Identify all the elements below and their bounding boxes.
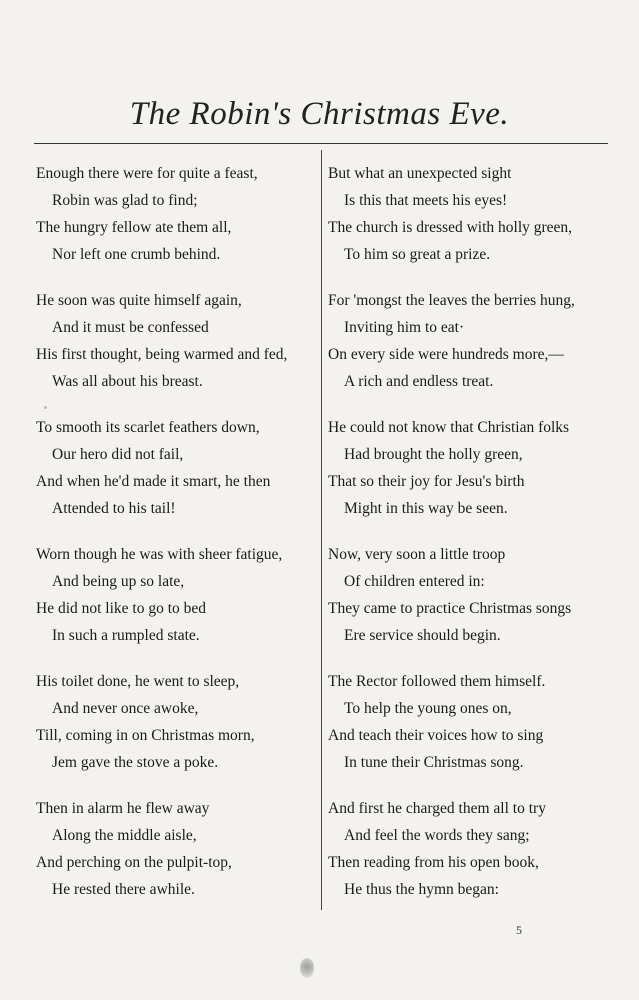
stanza xyxy=(328,668,610,776)
verse-line: To him so great a prize. xyxy=(344,246,491,263)
verse-line: Till, coming in on Christmas morn, xyxy=(36,727,255,744)
verse-line: He thus the hymn began: xyxy=(344,881,499,898)
verse-line: The Rector followed them himself. xyxy=(328,673,546,690)
verse-line: A rich and endless treat. xyxy=(344,373,494,390)
verse-line: Our hero did not fail, xyxy=(52,446,184,463)
verse-line: They came to practice Christmas songs xyxy=(328,600,572,617)
verse-line: For 'mongst the leaves the berries hung, xyxy=(328,292,575,309)
verse-line: The hungry fellow ate them all, xyxy=(36,219,232,236)
verse-line: Nor left one crumb behind. xyxy=(52,246,221,263)
stanza xyxy=(328,541,610,649)
verse-line: Robin was glad to find; xyxy=(52,192,198,209)
verse-line: Is this that meets his eyes! xyxy=(344,192,508,209)
verse-line: And perching on the pulpit-top, xyxy=(36,854,232,871)
verse-line: And feel the words they sang; xyxy=(344,827,530,844)
verse-line: He could not know that Christian folks xyxy=(328,419,570,436)
verse-line: And never once awoke, xyxy=(52,700,199,717)
verse-line: But what an unexpected sight xyxy=(328,165,512,182)
verse-line: And it must be confessed xyxy=(52,319,209,336)
stanza xyxy=(328,160,610,268)
verse-line: Now, very soon a little troop xyxy=(328,546,506,563)
column-divider xyxy=(321,150,322,910)
poem-title: The Robin's Christmas Eve. xyxy=(129,96,510,132)
verse-line: He did not like to go to bed xyxy=(36,600,207,617)
stanza xyxy=(328,287,610,395)
verse-line: Along the middle aisle, xyxy=(52,827,197,844)
verse-line: His first thought, being warmed and fed, xyxy=(36,346,288,363)
verse-line: Might in this way be seen. xyxy=(344,500,508,517)
verse-line: Ere service should begin. xyxy=(344,627,501,644)
verse-line: His toilet done, he went to sleep, xyxy=(36,673,240,690)
paper-speck xyxy=(44,406,47,409)
stanza xyxy=(36,541,318,649)
stanza xyxy=(36,668,318,776)
title-rule xyxy=(34,143,608,144)
verse-line: He soon was quite himself again, xyxy=(36,292,242,309)
page-number: 5 xyxy=(516,923,522,937)
verse-line: That so their joy for Jesu's birth xyxy=(328,473,525,490)
verse-line: To help the young ones on, xyxy=(344,700,512,717)
stanza xyxy=(328,795,610,903)
ink-blot xyxy=(300,958,314,978)
verse-line: And teach their voices how to sing xyxy=(328,727,544,744)
verse-line: On every side were hundreds more,— xyxy=(328,346,564,363)
verse-line: He rested there awhile. xyxy=(52,881,195,898)
verse-line: Of children entered in: xyxy=(344,573,485,590)
verse-line: In such a rumpled state. xyxy=(52,627,200,644)
stanza xyxy=(36,795,318,903)
verse-line: Jem gave the stove a poke. xyxy=(52,754,219,771)
stanza xyxy=(328,414,610,522)
verse-line: Attended to his tail! xyxy=(52,500,176,517)
stanza xyxy=(36,287,318,395)
verse-line: Had brought the holly green, xyxy=(344,446,523,463)
verse-line: Was all about his breast. xyxy=(52,373,203,390)
verse-line: Enough there were for quite a feast, xyxy=(36,165,258,182)
stanza xyxy=(36,414,318,522)
verse-line: Then in alarm he flew away xyxy=(36,800,210,817)
verse-line: Then reading from his open book, xyxy=(328,854,539,871)
verse-line: To smooth its scarlet feathers down, xyxy=(36,419,260,436)
verse-line: The church is dressed with holly green, xyxy=(328,219,573,236)
verse-line: And when he'd made it smart, he then xyxy=(36,473,271,490)
verse-line: In tune their Christmas song. xyxy=(344,754,524,771)
verse-line: And being up so late, xyxy=(52,573,185,590)
stanza xyxy=(36,160,318,268)
verse-line: And first he charged them all to try xyxy=(328,800,546,817)
verse-line: Worn though he was with sheer fatigue, xyxy=(36,546,283,563)
verse-line: Inviting him to eat· xyxy=(344,319,465,336)
